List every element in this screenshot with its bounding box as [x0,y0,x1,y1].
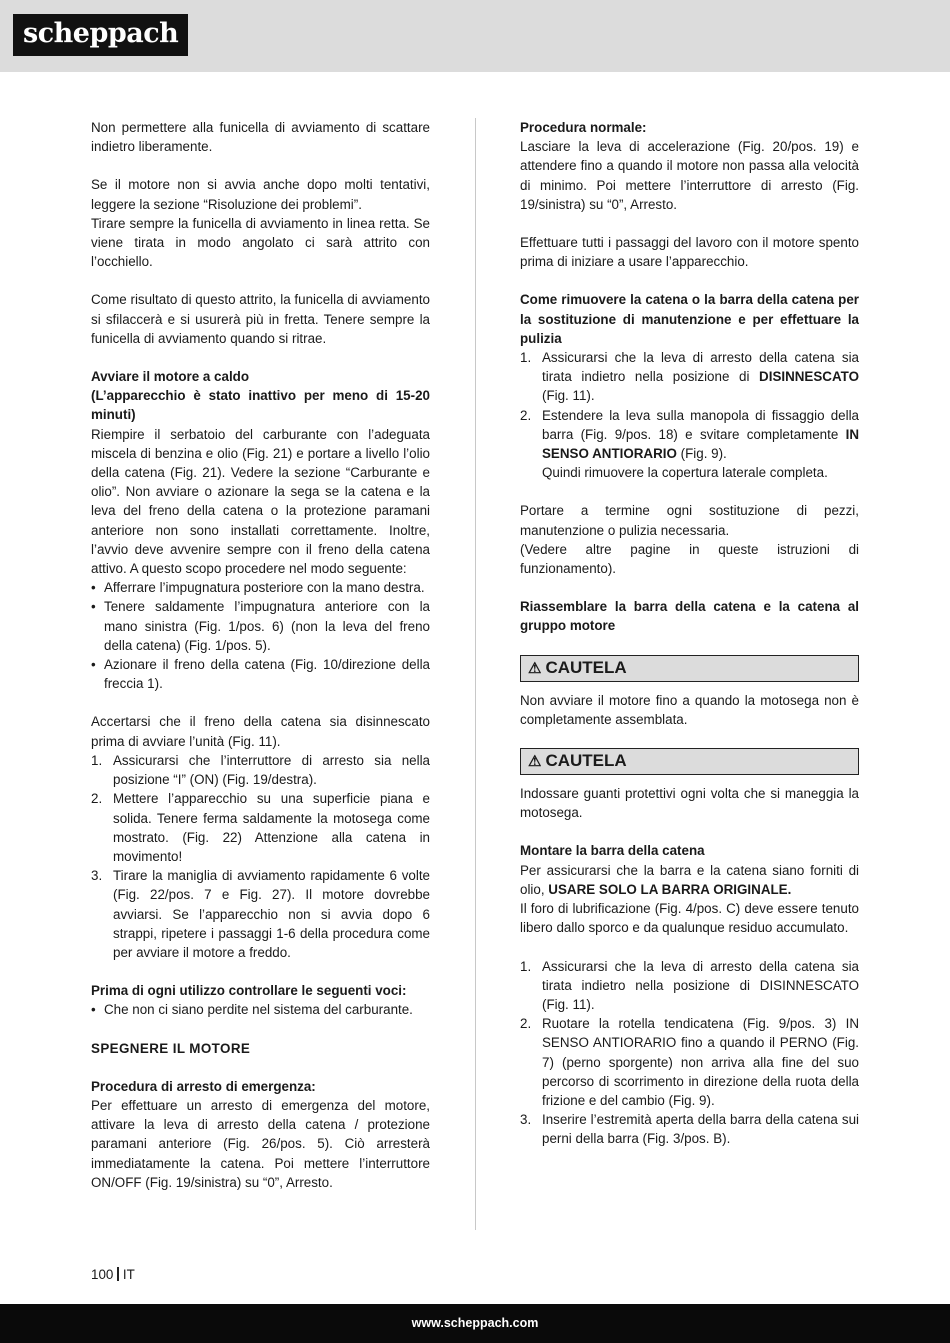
list-item: • Afferrare l’impugnatura posteriore con la mano destra. [91,578,430,597]
section-heading: Montare la barra della catena [520,843,705,859]
paragraph: Accertarsi che il freno della catena sia disinnescato prima di avviare l’unità (Fig. 11). [91,714,430,749]
footer-bar [0,1304,950,1343]
paragraph: Indossare guanti protettivi ogni volta che si maneggia la motosega. [520,786,859,821]
paragraph: Per effettuare un arresto di emergenza del motore, attivare la leva di arresto della catena / protezione paramani anteriore (Fig. 26/pos. 5). Ciò arresterà immediatamente la catena. Poi mettere l’interruttore ON/OFF (Fig. 19/sinistra) su “0”, Arresto. [91,1097,430,1190]
list-item: 3. Tirare la maniglia di avviamento rapidamente 6 volte (Fig. 22/pos. 7 e Fig. 27). Il motore dovrebbe avviarsi. Se l’apparecchio non si avvia dopo 6 strappi, ripetere i passaggi 1-6 della procedura come per avviare il motore a freddo. [91,868,430,960]
numbered-list [91,751,430,962]
warning-triangle-icon: ⚠ [528,659,542,677]
page-footer [91,1267,135,1282]
right-column [520,118,859,1149]
paragraph: Il foro di lubrificazione (Fig. 4/pos. C) deve essere tenuto libero dallo sporco e da qualunque residuo accumulato. [520,901,859,936]
numbered-list [520,348,859,463]
section-heading: Come rimuovere la catena o la barra della catena per la sostituzione di manutenzione e per effettuare la pulizia [520,292,859,346]
paragraph: Riempire il serbatoio del carburante con l’adeguata miscela di benzina e olio (Fig. 21) e portare a livello l’olio della catena (Fig. 21). Vedere la sezione “Carburante e olio”. Non avviare o azionare la sega se la catena e la leva del freno della catena o la protezione paramani anteriore non sono installati correttamente. Inoltre, l’avvio deve avvenire sempre con il freno della catena attivo. A questo scopo procedere nel modo seguente: [91,426,430,577]
list-item: 2. Estendere la leva sulla manopola di fissaggio della barra (Fig. 9/pos. 18) e svitare completamente IN SENSO ANTIORARIO (Fig. 9). [520,407,859,462]
paragraph: Portare a termine ogni sostituzione di pezzi, manutenzione o pulizia necessaria. [520,503,859,538]
section-heading: Prima di ogni utilizzo controllare le seguenti voci: [91,983,407,999]
list-item: • Azionare il freno della catena (Fig. 10/direzione della freccia 1). [91,655,430,693]
section-heading: Procedura normale: [520,120,647,135]
list-item: 1. Assicurarsi che la leva di arresto della catena sia tirata indietro nella posizione di DISINNESCATO (Fig. 11). [520,350,859,404]
caution-box: ⚠ CAUTELA [520,748,859,775]
separator [117,1267,119,1281]
column-divider [475,118,476,1230]
numbered-list [520,957,859,1149]
paragraph: Non avviare il motore fino a quando la motosega non è completamente assemblata. [520,692,859,727]
left-column [91,118,430,1192]
paragraph: Per assicurarsi che la barra e la catena siano forniti di olio, USARE SOLO LA BARRA ORIGINALE. [520,862,859,897]
list-item: • Che non ci siano perdite nel sistema del carburante. [91,1000,430,1019]
section-heading: Avviare il motore a caldo [91,369,250,385]
paragraph: Quindi rimuovere la copertura laterale completa. [542,465,828,481]
paragraph: Non permettere alla funicella di avviamento di scattare indietro liberamente. [91,120,430,155]
list-item: 3. Inserire l’estremità aperta della barra della catena sui perni della barra (Fig. 3/pos. B). [520,1112,859,1147]
list-item: • Tenere saldamente l’impugnatura anteriore con la mano sinistra (Fig. 1/pos. 6) (non la leva del freno della catena) (Fig. 1/pos. 5). [91,597,430,655]
section-heading: Riassemblare la barra della catena e la catena al gruppo motore [520,599,859,634]
list-item: 1. Assicurarsi che l’interruttore di arresto sia nella posizione “I” (ON) (Fig. 19/destra). [91,752,430,788]
list-item: 2. Ruotare la rotella tendicatena (Fig. 9/pos. 3) IN SENSO ANTIORARIO fino a quando il PERNO (Fig. 7) (perno sporgente) non arriva alla fine del suo percorso di scorrimento in direzione della ruota della frizione e del cambio (Fig. 9). [520,1016,859,1108]
paragraph: Tirare sempre la funicella di avviamento in linea retta. Se viene tirata in modo angolato ci sarà attrito con l’occhiello. [91,215,430,270]
paragraph: Effettuare tutti i passaggi del lavoro con il motore spento prima di iniziare a usare l’apparecchio. [520,235,859,270]
paragraph: (Vedere altre pagine in queste istruzioni di funzionamento). [520,541,859,577]
warning-triangle-icon: ⚠ [528,753,542,771]
list-item: 2. Mettere l’apparecchio su una superficie piana e solida. Tenere ferma saldamente la motosega come mostrato. (Fig. 22) Attenzione alla catena in movimento! [91,791,430,864]
brand-logo: scheppach [13,14,188,56]
paragraph: Lasciare la leva di accelerazione (Fig. 20/pos. 19) e attendere fino a quando il motore non passa alla velocità di minimo. Poi mettere l’interruttore di arresto (Fig. 19/sinistra) su “0”, Arresto. [520,139,859,212]
paragraph: Se il motore non si avvia anche dopo molti tentativi, leggere la sezione “Risoluzione dei problemi”. [91,177,430,212]
language-code: IT [122,1267,135,1282]
section-heading: Procedura di arresto di emergenza: [91,1078,316,1094]
bullet-list [91,578,430,693]
paragraph: Come risultato di questo attrito, la funicella di avviamento si sfilaccerà e si usurerà più in fretta. Tenere sempre la funicella di avviamento quando si ritrae. [91,292,430,346]
list-item: 1. Assicurarsi che la leva di arresto della catena sia tirata indietro nella posizione di DISINNESCATO (Fig. 11). [520,958,859,1012]
page-number: 100 [91,1267,114,1282]
section-heading: SPEGNERE IL MOTORE [91,1040,251,1056]
website-link[interactable]: www.scheppach.com [411,1316,539,1330]
header-bar [0,0,950,72]
bullet-list [91,1000,430,1019]
caution-box: ⚠ CAUTELA [520,655,859,682]
section-subheading: (L’apparecchio è stato inattivo per meno di 15-20 minuti) [91,388,430,423]
